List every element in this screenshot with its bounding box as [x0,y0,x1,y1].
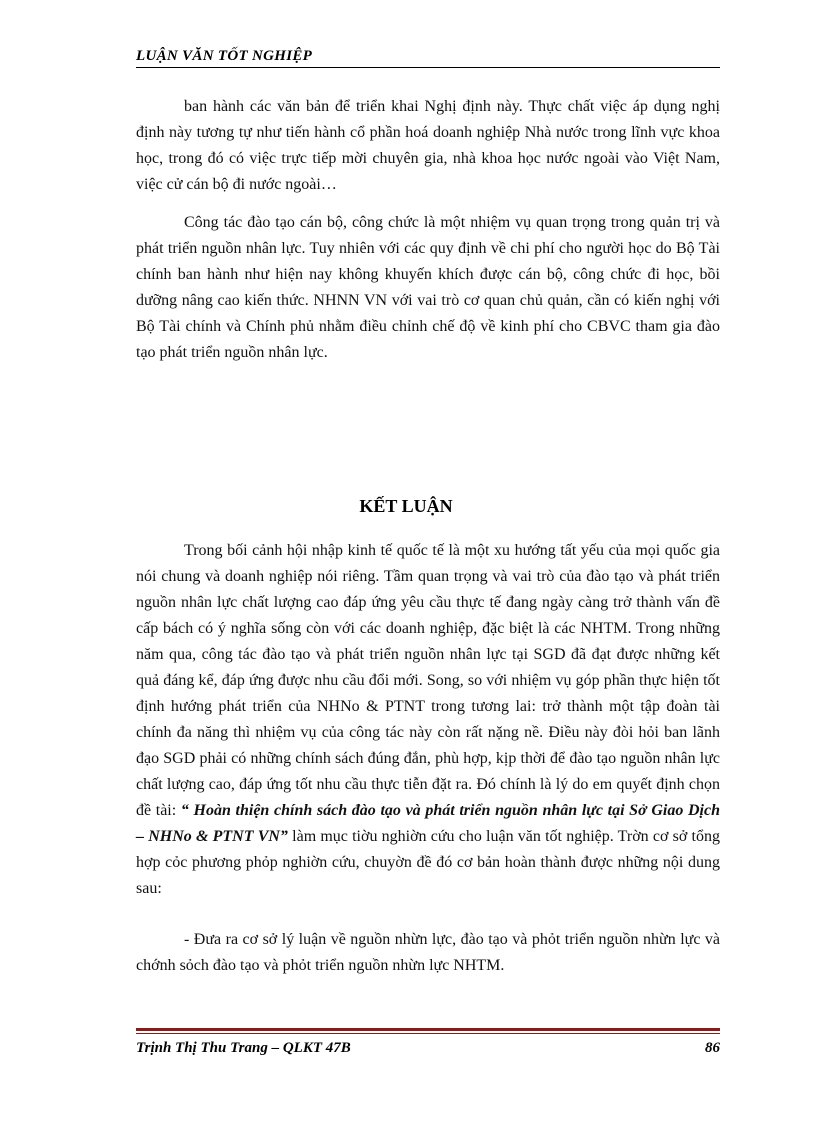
body-paragraph-3 [136,538,720,902]
thesis-topic-emphasis: “ Hoàn thiện chính sách đào tạo và phát triển nguồn nhân lực tại Sở Giao Dịch – NHNo & PTNT VN” [136,802,720,845]
header-divider [136,67,720,68]
paragraph-3-text-end: làm mục tiờu nghiờn cứu cho luận văn tốt nghiệp. Trờn cơ sở tổng hợp cỏc phương phỏp nghiờn cứu, chuyờn đề đó cơ bản hoàn thành được những nội dung sau: [136,828,720,897]
page-number: 86 [705,1040,720,1056]
footer-divider-thick [136,1028,720,1031]
paragraph-3-text-start: Trong bối cảnh hội nhập kinh tế quốc tế là một xu hướng tất yếu của mọi quốc gia nói chung và doanh nghiệp nói riêng. Tầm quan trọng và vai trò của đào tạo và phát triển nguồn nhân lực chất lượng cao đáp ứng yêu cầu thực tế đang ngày càng trở thành vấn đề cấp bách có ý nghĩa sống còn với các doanh nghiệp, đặc biệt là các NHTM. Trong những năm qua, công tác đào tạo và phát triển nguồn nhân lực tại SGD đã đạt được những kết quả đáng kể, đáp ứng được nhu cầu đổi mới. Song, so với nhiệm vụ góp phần thực hiện tốt định hướng phát triển của NHNo & PTNT trong tương lai: trở thành một tập đoàn tài chính đa năng thì nhiệm vụ của công tác này còn rất nặng nề. Điều này đòi hỏi ban lãnh đạo SGD phải có những chính sách đúng đắn, phù hợp, kịp thời để đào tạo nguồn nhân lực chất lượng cao, đáp ứng tốt nhu cầu thực tiễn đặt ra. Đó chính là lý do em quyết định chọn đề tài: [136,542,720,819]
footer-divider-thin [136,1033,720,1034]
body-paragraph-1: ban hành các văn bản để triển khai Nghị định này. Thực chất việc áp dụng nghị định này tương tự như tiến hành cổ phần hoá doanh nghiệp Nhà nước trong lĩnh vực khoa học, trong đó có việc trực tiếp mời chuyên gia, nhà khoa học nước ngoài vào Việt Nam, việc cử cán bộ đi nước ngoài… [136,98,720,193]
document-header-title: LUẬN VĂN TỐT NGHIỆP [136,48,313,64]
footer-author: Trịnh Thị Thu Trang – QLKT 47B [136,1040,351,1056]
section-title-conclusion: KẾT LUẬN [359,496,453,516]
body-paragraph-2: Công tác đào tạo cán bộ, công chức là một nhiệm vụ quan trọng trong quản trị và phát triển nguồn nhân lực. Tuy nhiên với các quy định về chi phí cho người học do Bộ Tài chính ban hành như hiện nay không khuyến khích được cán bộ, công chức đi học, bồi dưỡng nâng cao kiến thức. NHNN VN với vai trò cơ quan chủ quản, cần có kiến nghị với Bộ Tài chính và Chính phủ nhằm điều chỉnh chế độ về kinh phí cho CBVC tham gia đào tạo phát triển nguồn nhân lực. [136,214,720,361]
body-paragraph-4: - Đưa ra cơ sở lý luận về nguồn nhừn lực, đào tạo và phỏt triển nguồn nhừn lực và chớnh sỏch đào tạo và phỏt triển nguồn nhừn lực NHTM. [136,931,720,974]
